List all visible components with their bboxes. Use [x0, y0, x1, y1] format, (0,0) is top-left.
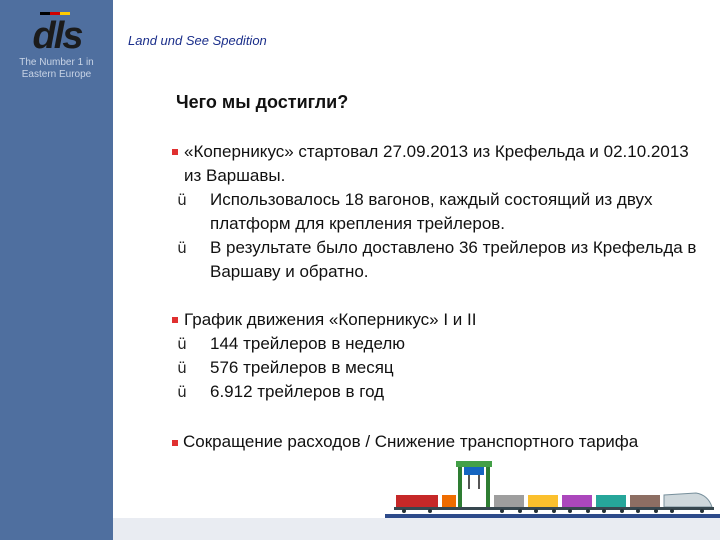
check-item: [172, 188, 702, 236]
check-item: [172, 332, 702, 356]
bullet-text: График движения «Коперникус» I и II: [184, 310, 477, 329]
checkmark-icon: ü: [177, 383, 187, 401]
checkmark-icon: ü: [177, 191, 187, 209]
tagline-line2: Eastern Europe: [21, 69, 92, 80]
check-text: Использовалось 18 вагонов, каждый состоящий из двух платформ для крепления трейлеров.: [210, 190, 653, 233]
red-square-bullet-icon: [172, 440, 178, 446]
slide-content: [172, 140, 702, 454]
checkmark-icon: ü: [177, 335, 187, 353]
check-text: 6.912 трейлеров в год: [210, 382, 385, 401]
company-name: Land und See Spedition: [128, 33, 267, 48]
checkmark-icon: ü: [177, 239, 187, 257]
check-item: [172, 236, 702, 284]
tagline-line1: The Number 1 in: [19, 57, 94, 68]
bullet-item: [172, 308, 702, 332]
freight-train-illustration-icon: [390, 455, 715, 515]
check-text: 144 трейлеров в неделю: [210, 334, 406, 353]
bullet-item: [172, 430, 702, 454]
check-item: [172, 380, 702, 404]
red-square-bullet-icon: [172, 317, 178, 323]
bullet-text: «Коперникус» стартовал 27.09.2013 из Крефельда и 02.10.2013 из Варшавы.: [184, 142, 689, 185]
check-item: [172, 356, 702, 380]
bullet-text: Сокращение расходов / Снижение транспортного тарифа: [183, 432, 639, 451]
footer-strip: [113, 518, 720, 540]
tagline: [0, 57, 113, 81]
sidebar: [0, 0, 113, 540]
svg-text:dls: dls: [32, 15, 82, 54]
check-text: В результате было доставлено 36 трейлеров из Крефельда в Варшаву и обратно.: [210, 238, 697, 281]
checkmark-icon: ü: [177, 359, 187, 377]
red-square-bullet-icon: [172, 149, 178, 155]
check-text: 576 трейлеров в месяц: [210, 358, 394, 377]
slide-title: Чего мы достигли?: [176, 92, 349, 112]
footer-rule: [385, 514, 720, 518]
bullet-item: [172, 140, 702, 188]
dls-logo: [22, 10, 92, 54]
